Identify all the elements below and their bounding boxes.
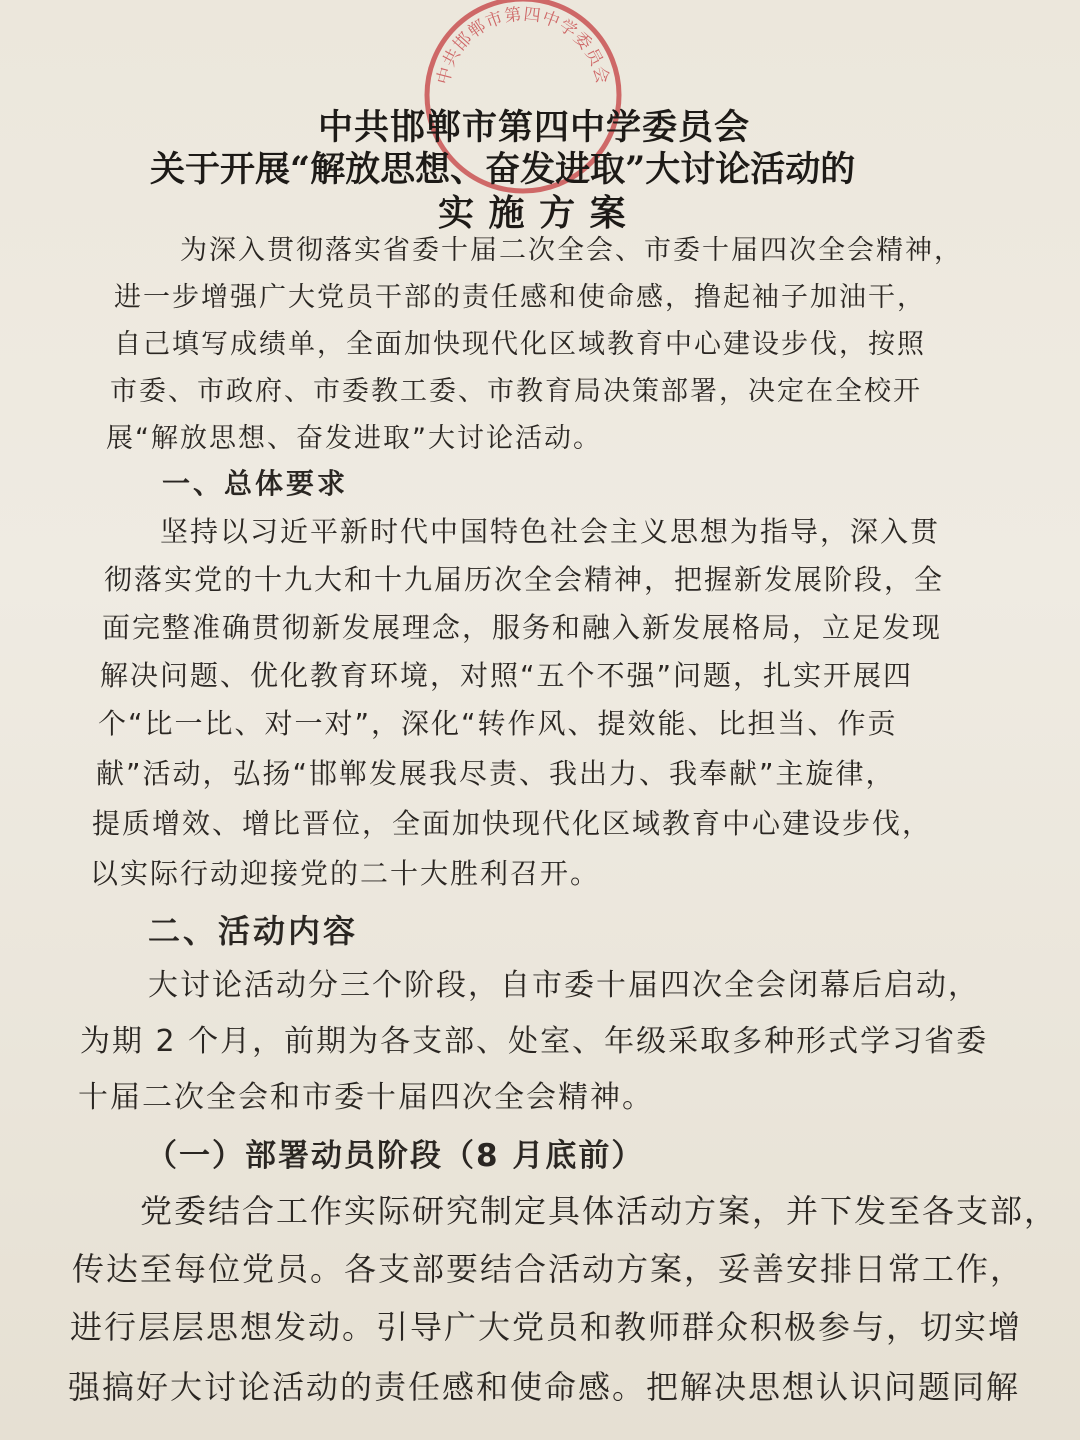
title-line-2: 关于开展“解放思想、奋发进取”大讨论活动的 (150, 149, 856, 190)
subsection-heading-1: （一）部署动员阶段（8 月底前） (146, 1138, 645, 1174)
section-heading-2: 二、活动内容 (148, 912, 359, 950)
section1-line-3: 面完整准确贯彻新发展理念，服务和融入新发展格局，立足发现 (102, 611, 943, 644)
section2-line-2: 为期 2 个月，前期为各支部、处室、年级采取多种形式学习省委 (80, 1024, 989, 1059)
title-line-1: 中共邯郸市第四中学委员会 (318, 107, 751, 148)
section1-line-7: 提质增效、增比晋位，全面加快现代化区域教育中心建设步伐， (92, 807, 933, 840)
svg-text:中共邯郸市第四中学委员会 (434, 5, 613, 87)
intro-line-4: 市委、市政府、市委教工委、市教育局决策部署，决定在全校开 (110, 376, 922, 407)
seal-text: 中共邯郸市第四中学委员会 (433, 4, 613, 87)
section2-line-1: 大讨论活动分三个阶段，自市委十届四次全会闭幕后启动， (148, 968, 980, 1003)
intro-line-5: 展“解放思想、奋发进取”大讨论活动。 (106, 423, 602, 454)
subsection1-line-4: 强搞好大讨论活动的责任感和使命感。把解决思想认识问题同解 (68, 1368, 1021, 1406)
subsection1-line-3: 进行层层思想发动。引导广大党员和教师群众积极参与，切实增 (70, 1308, 1023, 1346)
intro-line-3: 自己填写成绩单，全面加快现代化区域教育中心建设步伐，按照 (114, 329, 926, 360)
subsection1-line-1: 党委结合工作实际研究制定具体活动方案，并下发至各支部， (140, 1192, 1059, 1230)
intro-line-1: 为深入贯彻落实省委十届二次全会、市委十届四次全会精神， (180, 235, 963, 266)
section1-line-4: 解决问题、优化教育环境，对照“五个不强”问题，扎实开展四 (100, 659, 914, 692)
section1-line-6: 献”活动，弘扬“邯郸发展我尽责、我出力、我奉献”主旋律， (96, 757, 896, 790)
title-line-3: 实 施 方 案 (438, 192, 627, 234)
section2-line-3: 十届二次全会和市委十届四次全会精神。 (78, 1080, 654, 1115)
section1-line-1: 坚持以习近平新时代中国特色社会主义思想为指导，深入贯 (160, 515, 941, 548)
section1-line-5: 个“比一比、对一对”，深化“转作风、提效能、比担当、作贡 (98, 707, 898, 740)
subsection1-line-2: 传达至每位党员。各支部要结合活动方案，妥善安排日常工作， (72, 1250, 1025, 1288)
section-heading-1: 一、总体要求 (162, 467, 349, 500)
section1-line-8: 以实际行动迎接党的二十大胜利召开。 (90, 857, 601, 890)
intro-line-2: 进一步增强广大党员干部的责任感和使命感，撸起袖子加油干， (114, 282, 926, 313)
section1-line-2: 彻落实党的十九大和十九届历次全会精神，把握新发展阶段，全 (104, 563, 945, 596)
